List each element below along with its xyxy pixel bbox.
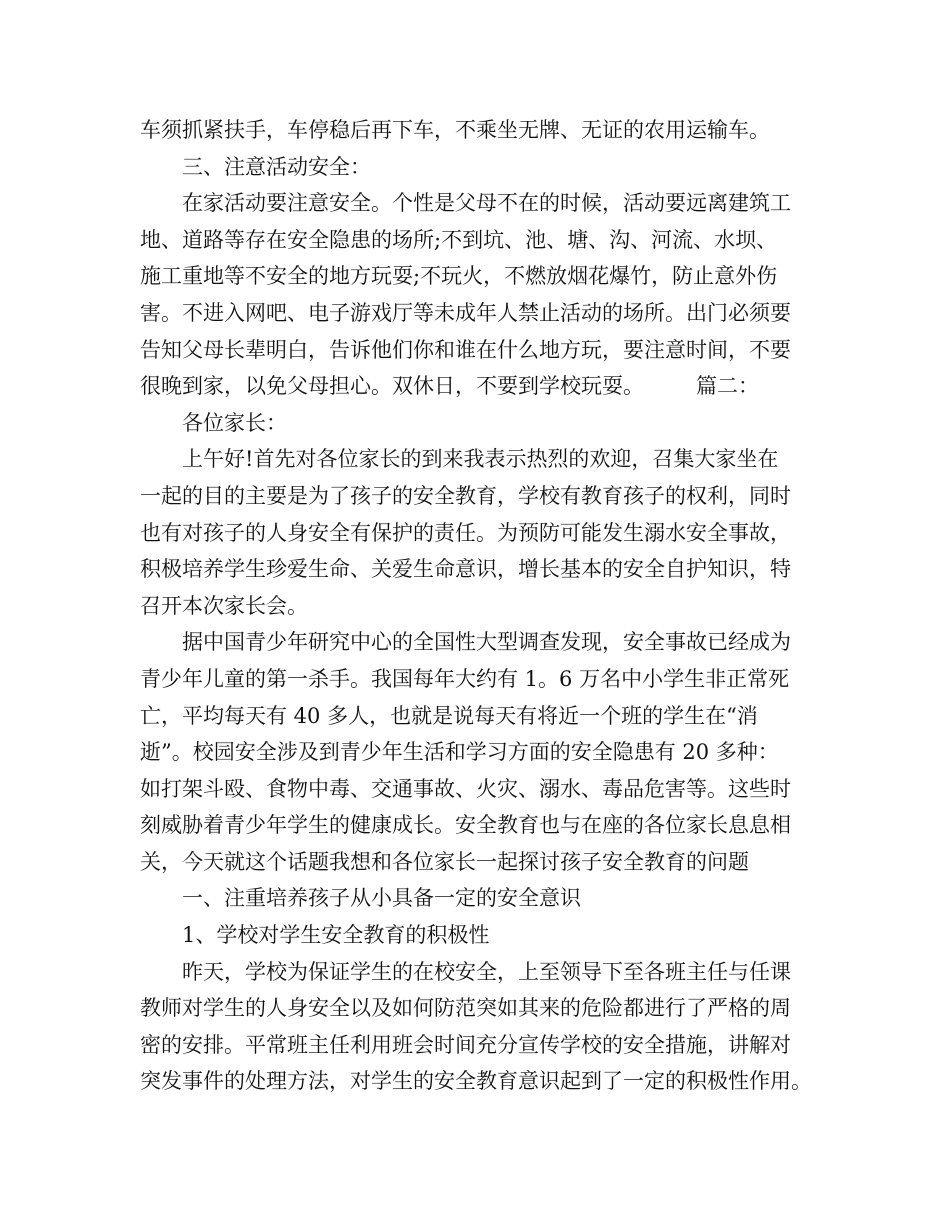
line-text: 刻威胁着青少年学生的健康成长。安全教育也与在座的各位家长息息相: [140, 813, 791, 838]
line-text: 车须抓紧扶手，车停稳后再下车，不乘坐无牌、无证的农用运输车。: [140, 118, 770, 142]
line-text: 积极培养学生珍爱生命、关爱生命意识，增长基本的安全自护知识，特: [140, 557, 791, 582]
line-text: 关，今天就这个话题我想和各位家长一起探讨孩子安全教育的问题: [140, 849, 749, 874]
line-text: 1、学校对学生安全教育的积极性: [182, 923, 490, 948]
line-text: 三、注意活动安全：: [182, 154, 371, 179]
document-page: [140, 112, 816, 1100]
text-line: [140, 990, 816, 1027]
text-line: [140, 515, 816, 552]
text-line: [140, 624, 816, 661]
text-line: [140, 441, 816, 478]
text-line: [140, 734, 816, 771]
line-text: 一、注重培养孩子从小具备一定的安全意识: [182, 886, 581, 911]
text-line: [140, 1063, 816, 1100]
text-line: [140, 478, 816, 515]
text-line: [140, 332, 816, 369]
line-text: 逝”。校园安全涉及到青少年生活和学习方面的安全隐患有 20 多种：: [140, 740, 779, 765]
text-line: [140, 954, 816, 991]
line-text: 各位家长：: [182, 410, 287, 435]
text-line: [140, 844, 816, 881]
line-text: 亡，平均每天有 40 多人，也就是说每天有将近一个班的学生在“消: [140, 703, 758, 728]
text-line: [140, 185, 816, 222]
text-line: [140, 368, 816, 405]
line-text: 密的安排。平常班主任利用班会时间充分宣传学校的安全措施，讲解对: [140, 1032, 791, 1057]
text-line: [140, 222, 816, 259]
line-text: 突发事件的处理方法，对学生的安全教育意识起到了一定的积极性作用。: [140, 1069, 812, 1094]
text-line: [140, 880, 816, 917]
line-text: 在家活动要注意安全。个性是父母不在的时候，活动要远离建筑工: [182, 191, 791, 216]
section-heading: 篇二：: [696, 374, 759, 399]
text-line: [140, 807, 816, 844]
line-text: 召开本次家长会。: [140, 593, 308, 618]
line-text: 昨天，学校为保证学生的在校安全，上至领导下至各班主任与任课: [182, 959, 791, 984]
text-line: [140, 405, 816, 442]
text-line: [140, 1027, 816, 1064]
text-line: [140, 917, 816, 954]
text-line: [140, 661, 816, 698]
line-text: 据中国青少年研究中心的全国性大型调查发现，安全事故已经成为: [182, 630, 791, 655]
text-line: [140, 258, 816, 295]
text-line: [140, 698, 816, 735]
line-text: 教师对学生的人身安全以及如何防范突如其来的危险都进行了严格的周: [140, 996, 791, 1021]
text-line: [140, 551, 816, 588]
line-text: 很晚到家，以免父母担心。双休日，不要到学校玩耍。: [140, 374, 644, 399]
line-text: 青少年儿童的第一杀手。我国每年大约有 1。6 万名中小学生非正常死: [140, 666, 790, 691]
line-text: 一起的目的主要是为了孩子的安全教育，学校有教育孩子的权利，同时: [140, 483, 791, 508]
line-text: 施工重地等不安全的地方玩耍;不玩火，不燃放烟花爆竹，防止意外伤: [140, 264, 778, 289]
text-line: [140, 112, 816, 149]
line-text: 如打架斗殴、食物中毒、交通事故、火灾、溺水、毒品危害等。这些时: [140, 776, 791, 801]
line-text: 地、道路等存在安全隐患的场所;不到坑、池、塘、沟、河流、水坝、: [140, 227, 778, 252]
line-text: 上午好!首先对各位家长的到来我表示热烈的欢迎，召集大家坐在: [182, 447, 779, 472]
text-line: [140, 149, 816, 186]
line-text: 害。不进入网吧、电子游戏厅等未成年人禁止活动的场所。出门必须要: [140, 300, 791, 325]
text-line: [140, 771, 816, 808]
text-line: [140, 588, 816, 625]
line-text: 也有对孩子的人身安全有保护的责任。为预防可能发生溺水安全事故，: [140, 520, 791, 545]
line-text: 告知父母长辈明白，告诉他们你和谁在什么地方玩，要注意时间，不要: [140, 337, 791, 362]
text-line: [140, 295, 816, 332]
